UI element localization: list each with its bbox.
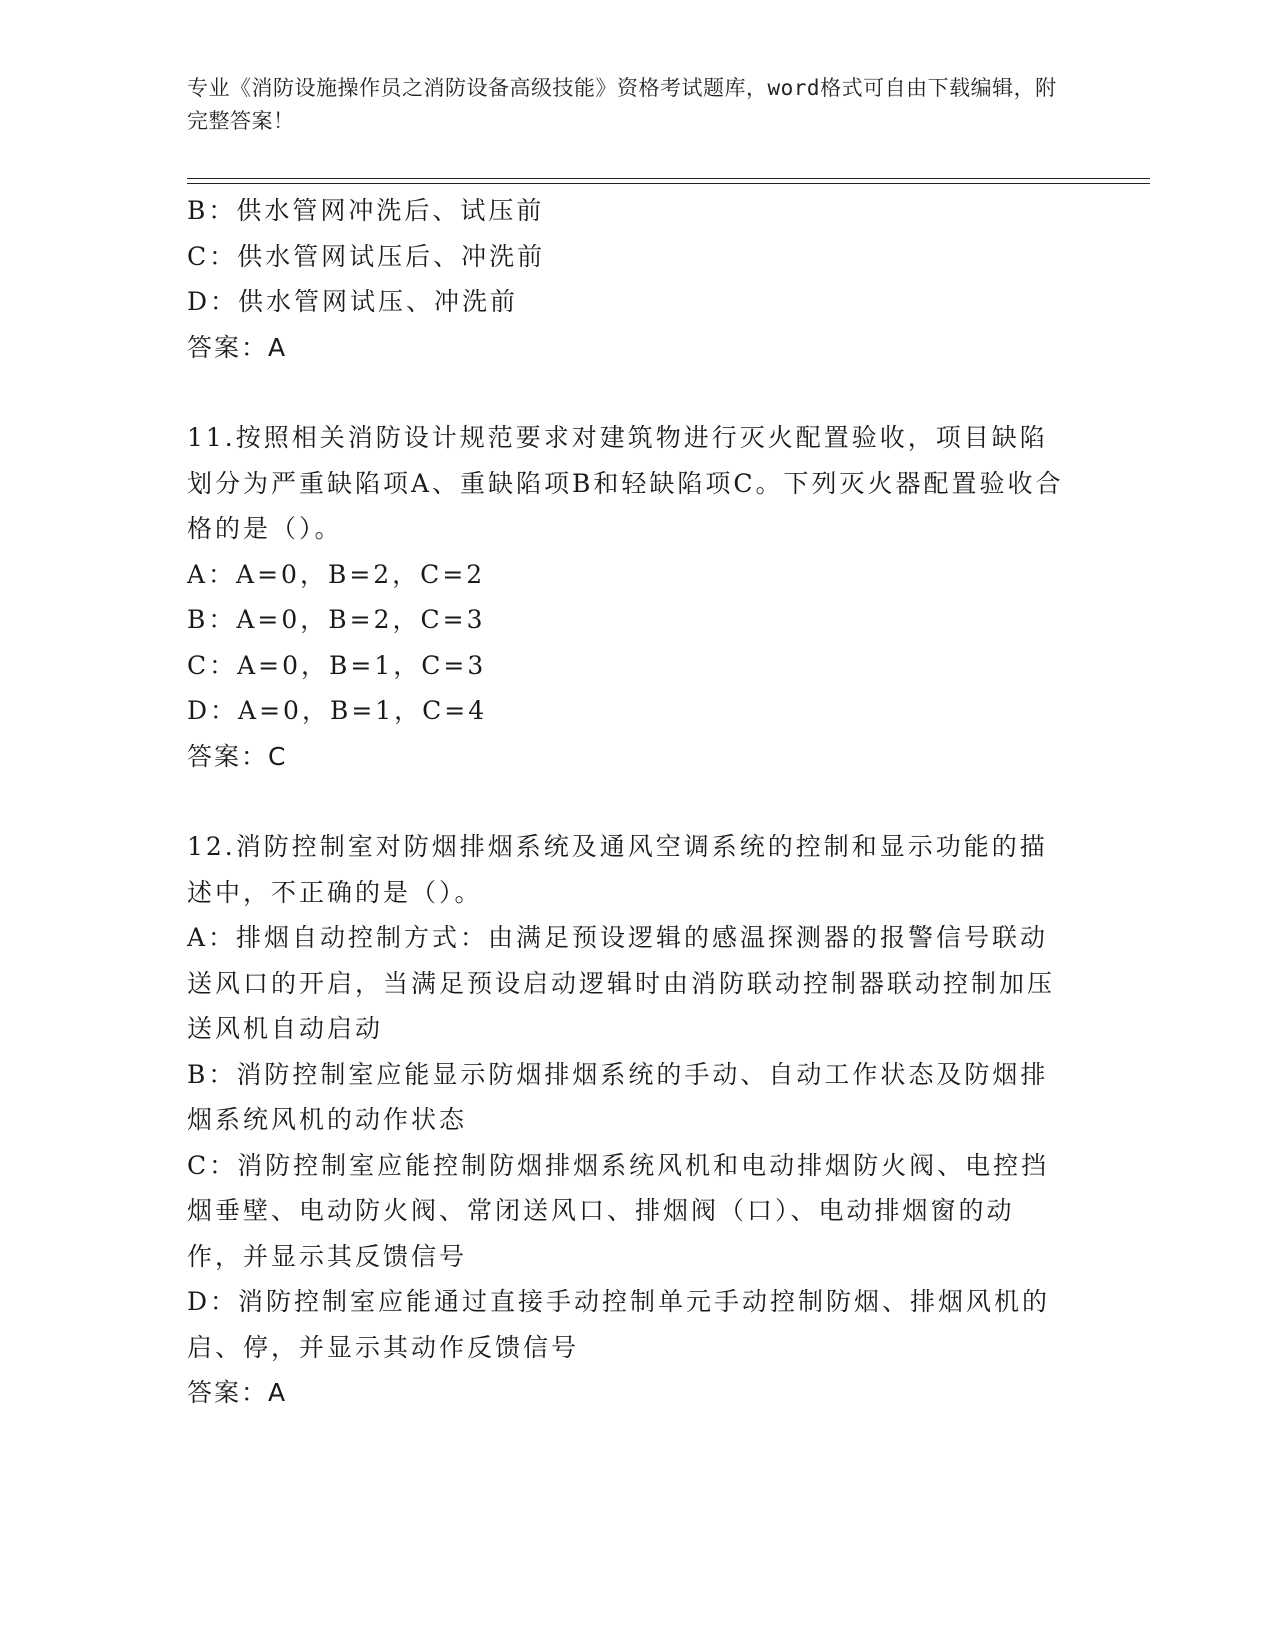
prev-question-block — [187, 188, 1067, 370]
question-11-option-d: D：A=0，B=1，C=4 — [187, 696, 488, 725]
prev-answer: 答案：A — [187, 332, 288, 362]
question-11-option-a: A：A=0，B=2，C=2 — [187, 559, 486, 589]
question-12-stem: 12.消防控制室对防烟排烟系统及通风空调系统的控制和显示功能的描述中，不正确的是（）。 — [187, 832, 1048, 907]
question-12-answer: 答案：A — [187, 1378, 288, 1407]
question-12-option-c: C：消防控制室应能控制防烟排烟系统风机和电动排烟防火阀、电控挡烟垂壁、电动防火阀、常闭送风口、排烟阀（口）、电动排烟窗的动作，并显示其反馈信号 — [187, 1150, 1050, 1271]
header-rule-bottom — [187, 183, 1150, 184]
prev-option-d: D：供水管网试压、冲洗前 — [187, 287, 519, 316]
prev-option-b: B：供水管网冲洗后、试压前 — [187, 196, 545, 225]
document-header: 专业《消防设施操作员之消防设备高级技能》资格考试题库，word格式可自由下载编辑，附完整答案！ — [187, 76, 1057, 133]
question-content — [187, 188, 1067, 1416]
spacer — [187, 370, 1067, 415]
question-12-option-a: A：排烟自动控制方式：由满足预设逻辑的感温探测器的报警信号联动送风口的开启，当满足预设启动逻辑时由消防联动控制器联动控制加压送风机自动启动 — [187, 923, 1056, 1043]
question-12-option-d: D：消防控制室应能通过直接手动控制单元手动控制防烟、排烟风机的启、停，并显示其动作反馈信号 — [187, 1287, 1051, 1362]
question-11-block — [187, 415, 1067, 779]
question-11-answer: 答案：C — [187, 741, 288, 771]
question-11-option-c: C：A=0，B=1，C=3 — [187, 650, 487, 680]
header-rule-top — [187, 178, 1150, 179]
question-11-stem: 11.按照相关消防设计规范要求对建筑物进行灭火配置验收，项目缺陷划分为严重缺陷项A、重缺陷项B和轻缺陷项C。下列灭火器配置验收合格的是（）。 — [187, 423, 1064, 543]
question-12-block — [187, 824, 1067, 1416]
spacer — [187, 779, 1067, 824]
question-12-option-b: B：消防控制室应能显示防烟排烟系统的手动、自动工作状态及防烟排烟系统风机的动作状态 — [187, 1059, 1049, 1134]
prev-option-c: C：供水管网试压后、冲洗前 — [187, 241, 546, 271]
question-11-option-b: B：A=0，B=2，C=3 — [187, 605, 486, 634]
